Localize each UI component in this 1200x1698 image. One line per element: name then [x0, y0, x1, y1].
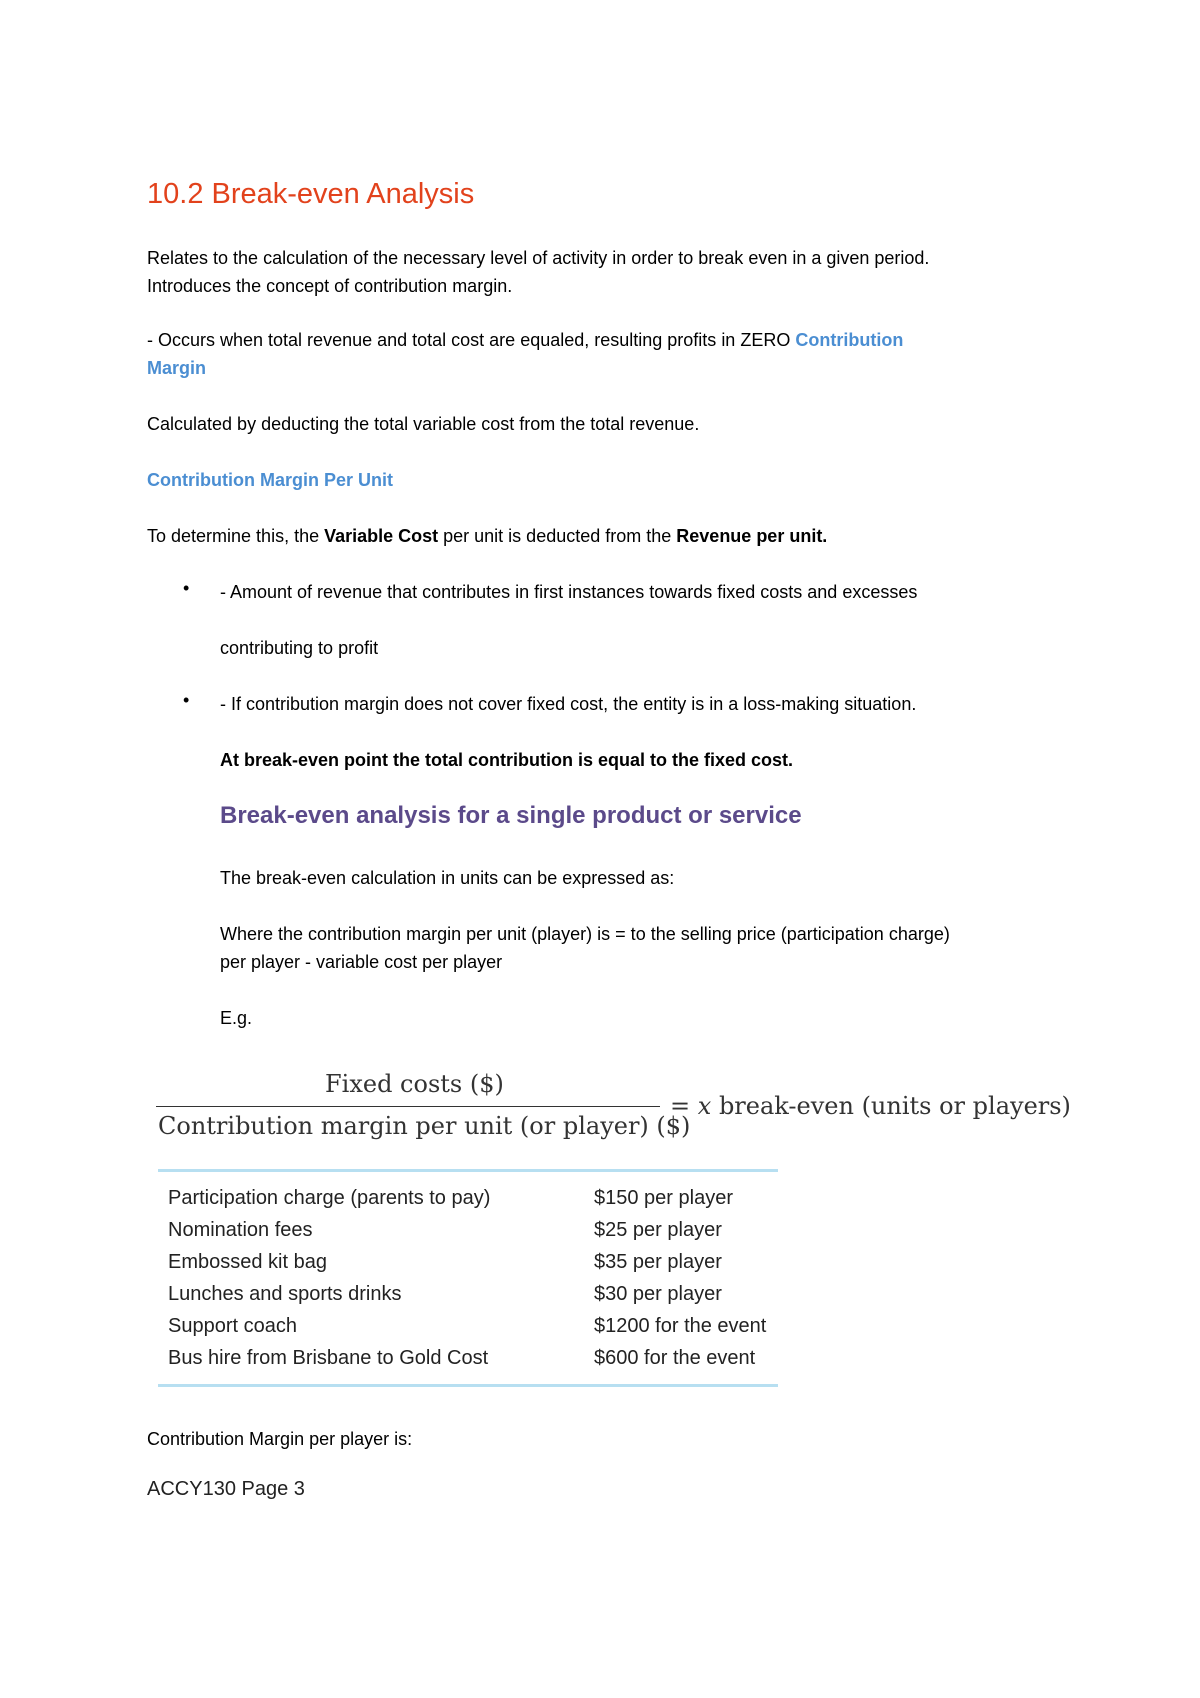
cost-item: Nomination fees	[168, 1218, 313, 1241]
table-row	[158, 1182, 778, 1214]
formula-variable: x	[697, 1092, 712, 1120]
expressed-text: The break-even calculation in units can be expressed as:	[220, 868, 675, 888]
bullet-2-line-1: - If contribution margin does not cover fixed cost, the entity is in a loss-making situation.	[220, 694, 917, 714]
variable-cost-term: Variable Cost	[324, 526, 439, 546]
contribution-link-part1: Contribution	[795, 330, 904, 350]
cost-item: Lunches and sports drinks	[168, 1282, 402, 1305]
bullet-symbol-2: •	[183, 690, 190, 710]
formula-equals: =	[670, 1092, 691, 1120]
fraction-bar	[156, 1106, 660, 1107]
cost-amount: $35 per player	[594, 1250, 722, 1273]
cost-table	[158, 1169, 778, 1387]
cost-amount: $600 for the event	[594, 1346, 756, 1369]
table-row	[158, 1278, 778, 1310]
cost-amount: $30 per player	[594, 1282, 722, 1305]
cost-amount: $25 per player	[594, 1218, 722, 1241]
bullet-symbol-1: •	[183, 578, 190, 598]
where-line-2: per player - variable cost per player	[220, 952, 503, 972]
page-heading: 10.2 Break-even Analysis	[147, 178, 475, 210]
cost-item: Embossed kit bag	[168, 1250, 327, 1273]
section-heading: Break-even analysis for a single product or service	[220, 802, 802, 829]
table-row	[158, 1246, 778, 1278]
cm-per-player-text: Contribution Margin per player is:	[147, 1429, 413, 1449]
determine-part2: per unit is deducted from the	[438, 526, 677, 546]
determine-part1: To determine this, the	[147, 526, 325, 546]
intro-line-2: Introduces the concept of contribution margin.	[147, 276, 513, 296]
cost-item: Participation charge (parents to pay)	[168, 1186, 491, 1209]
table-row	[158, 1214, 778, 1246]
page-footer: ACCY130 Page 3	[147, 1478, 305, 1500]
table-row	[158, 1342, 778, 1374]
where-line-1: Where the contribution margin per unit (player) is = to the selling price (participation charge)	[220, 924, 950, 944]
cm-per-unit-heading: Contribution Margin Per Unit	[147, 470, 393, 490]
bullet-1-line-1: - Amount of revenue that contributes in first instances towards fixed costs and excesses	[220, 582, 918, 602]
cost-amount: $1200 for the event	[594, 1314, 767, 1337]
intro-line-1: Relates to the calculation of the necessary level of activity in order to break even in a given period.	[147, 248, 930, 268]
formula-denominator: Contribution margin per unit (or player) ($)	[158, 1112, 691, 1140]
table-row	[158, 1310, 778, 1342]
cost-item: Bus hire from Brisbane to Gold Cost	[168, 1346, 489, 1369]
breakeven-point-text: At break-even point the total contribution is equal to the fixed cost.	[220, 750, 794, 770]
revenue-term: Revenue per unit.	[676, 526, 828, 546]
formula-result-text: break-even (units or players)	[718, 1092, 1071, 1120]
calculated-text: Calculated by deducting the total variable cost from the total revenue.	[147, 414, 700, 434]
determine-line	[147, 522, 827, 550]
formula-result	[670, 1092, 1071, 1120]
bullet-1-line-2: contributing to profit	[220, 638, 379, 658]
occurs-line	[147, 326, 903, 354]
cost-item: Support coach	[168, 1314, 297, 1337]
example-label: E.g.	[220, 1008, 253, 1028]
cost-amount: $150 per player	[594, 1186, 733, 1209]
contribution-link-part2: Margin	[147, 358, 207, 378]
formula-numerator: Fixed costs ($)	[325, 1070, 504, 1098]
occurs-text: - Occurs when total revenue and total cost are equaled, resulting profits in ZERO	[147, 330, 791, 350]
